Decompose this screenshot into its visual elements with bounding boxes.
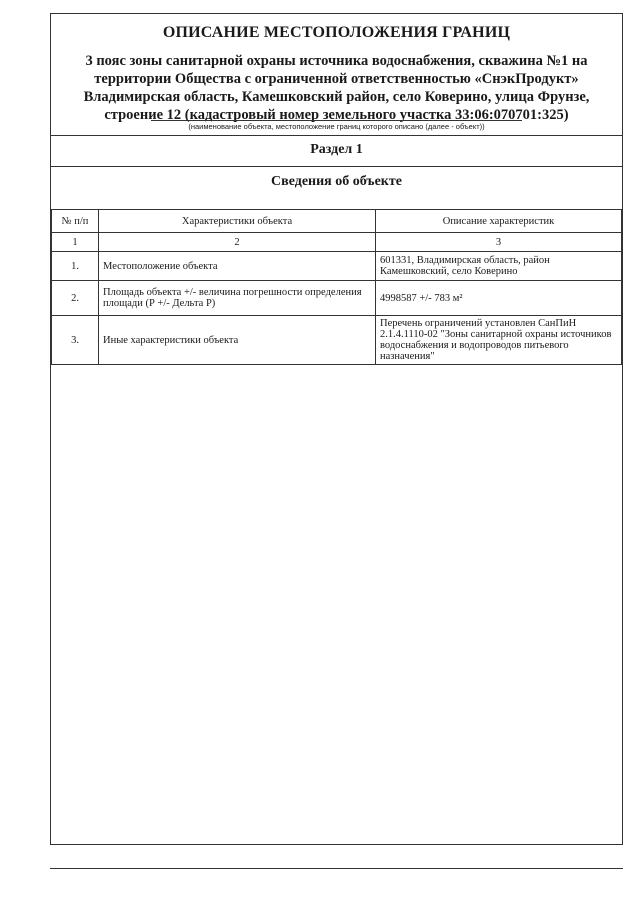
- row-number: 3.: [52, 316, 99, 365]
- object-name: 3 пояс зоны санитарной охраны источника водоснабжения, скважина №1 на территории Общества с ограниченной ответственностью «СнэкПродукт» Владимирская область, Камешковский район, село Коверино, улица Фрунзе, строение 12 (кадастровый номер земельного участка 33:06:070701:325): [83, 53, 590, 123]
- row-number: 2.: [52, 281, 99, 316]
- row-characteristic: Местоположение объекта: [99, 252, 376, 281]
- note-underline: [151, 120, 522, 121]
- column-number-row: [52, 233, 622, 252]
- table-row: [52, 281, 622, 316]
- section-label: Раздел 1: [310, 142, 363, 157]
- document-frame: [50, 13, 623, 845]
- column-number: 2: [99, 233, 376, 252]
- row-characteristic: Иные характеристики объекта: [99, 316, 376, 365]
- header-cell: Описание характеристик: [376, 210, 622, 233]
- row-number: 1.: [52, 252, 99, 281]
- header-cell: Характеристики объекта: [99, 210, 376, 233]
- divider: [51, 135, 622, 136]
- header-cell: № п/п: [52, 210, 99, 233]
- footer-rule: [50, 868, 623, 869]
- column-number: 3: [376, 233, 622, 252]
- table-row: [52, 252, 622, 281]
- object-caption: (наименование объекта, местоположение границ которого описано (далее - объект)): [188, 122, 485, 131]
- row-description: Перечень ограничений установлен СанПиН 2.1.4.1110-02 "Зоны санитарной охраны источников водоснабжения и водопроводов питьевого назначения": [376, 316, 622, 365]
- row-description: 4998587 +/- 783 м²: [376, 281, 622, 316]
- table-row: [52, 316, 622, 365]
- object-info-table: [51, 209, 622, 365]
- row-description: 601331, Владимирская область, район Камешковский, село Коверино: [376, 252, 622, 281]
- row-characteristic: Площадь объекта +/- величина погрешности определения площади (Р +/- Дельта Р): [99, 281, 376, 316]
- divider: [51, 166, 622, 167]
- table-header-row: [52, 210, 622, 233]
- document-title: ОПИСАНИЕ МЕСТОПОЛОЖЕНИЯ ГРАНИЦ: [162, 24, 511, 41]
- column-number: 1: [52, 233, 99, 252]
- section-title: Сведения об объекте: [271, 174, 402, 189]
